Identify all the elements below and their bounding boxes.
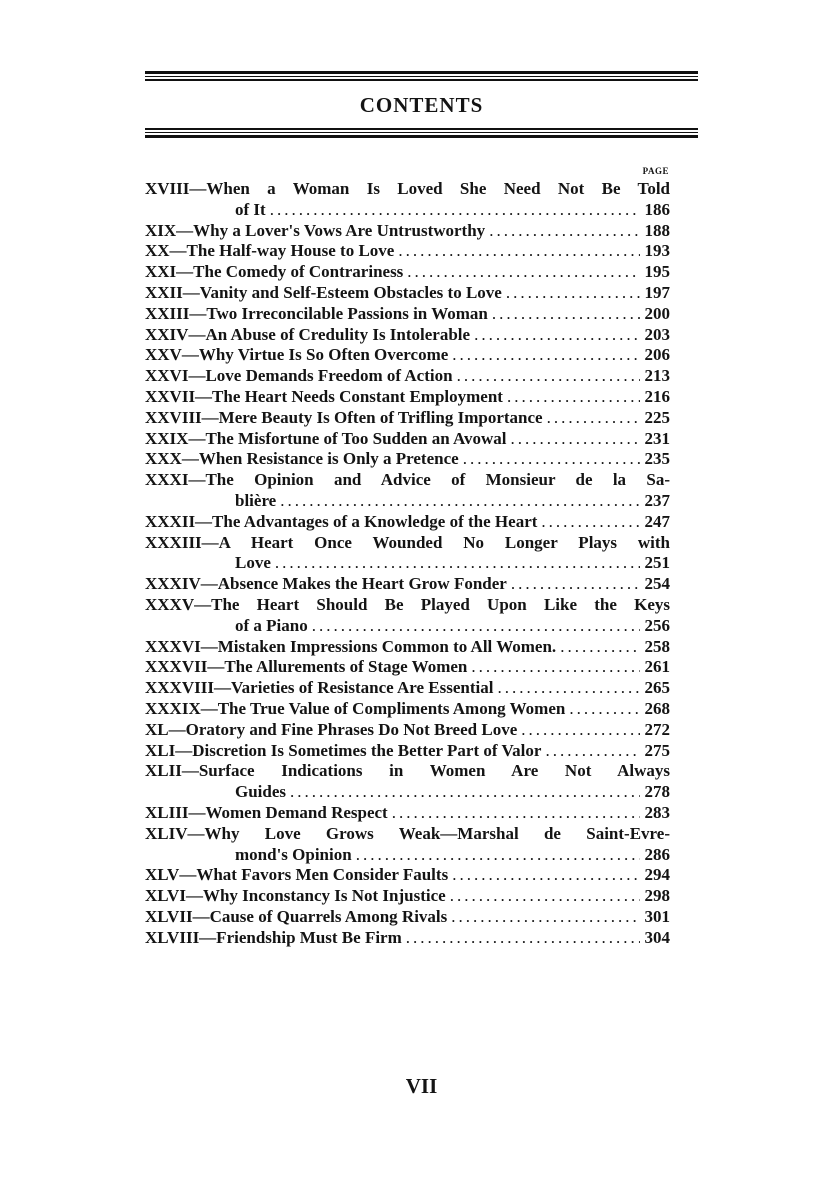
toc-entry-line: [145, 512, 670, 533]
dot-leader: [547, 408, 640, 429]
toc-entry-line: [145, 408, 670, 429]
toc-entry-line: [145, 845, 670, 866]
dot-leader: [452, 865, 640, 886]
top-rule-thick: [145, 71, 698, 74]
dot-leader: [280, 491, 640, 512]
table-of-contents: [145, 179, 670, 948]
toc-entry-title-first-line: XLII—Surface Indications in Women Are Not Always: [145, 761, 670, 781]
toc-entry-page: 254: [644, 574, 670, 594]
toc-entry-title: XLIII—Women Demand Respect: [145, 802, 388, 822]
toc-entry-line: [145, 574, 670, 595]
toc-entry-line: [145, 720, 670, 741]
toc-entry-page: 304: [644, 927, 670, 947]
toc-entry-line: [145, 429, 670, 450]
toc-entry-title: XX—The Half-way House to Love: [145, 241, 395, 261]
toc-entry-title: XXII—Vanity and Self-Esteem Obstacles to Love: [145, 282, 502, 302]
toc-entry: [145, 678, 670, 699]
toc-entry-title: of a Piano: [235, 615, 308, 635]
toc-entry: [145, 241, 670, 262]
toc-entry-page: 258: [644, 636, 670, 656]
dot-leader: [290, 782, 640, 803]
dot-leader: [511, 574, 640, 595]
toc-entry-line: [145, 200, 670, 221]
toc-entry: [145, 366, 670, 387]
toc-entry-title: XXI—The Comedy of Contrariness: [145, 262, 404, 282]
toc-entry-title-first-line: XVIII—When a Woman Is Loved She Need Not Be Told: [145, 179, 670, 198]
toc-entry: [145, 865, 670, 886]
toc-entry-title: XXIX—The Misfortune of Too Sudden an Avowal: [145, 428, 507, 448]
top-rule-lower: [145, 79, 698, 81]
toc-entry-page: 225: [644, 407, 670, 427]
mid-rule-thin: [145, 132, 698, 133]
toc-entry: [145, 803, 670, 824]
toc-entry: [145, 345, 670, 366]
toc-entry-line: [145, 449, 670, 470]
toc-entry-page: 213: [644, 366, 670, 386]
toc-entry-page: 261: [644, 657, 670, 677]
toc-entry-page: 188: [644, 220, 670, 240]
toc-entry-title: XXIII—Two Irreconcilable Passions in Woman: [145, 303, 488, 323]
toc-entry-line: [145, 304, 670, 325]
dot-leader: [541, 512, 640, 533]
toc-entry-title: XXXVI—Mistaken Impressions Common to All Women.: [145, 636, 557, 656]
toc-entry-line: [145, 366, 670, 387]
toc-entry: [145, 824, 670, 866]
toc-entry-title: Love: [235, 553, 271, 573]
toc-entry-page: 251: [644, 553, 670, 573]
dot-leader: [545, 741, 640, 762]
toc-entry: [145, 699, 670, 720]
toc-entry-title: mond's Opinion: [235, 844, 352, 864]
mid-rule-thick: [145, 135, 698, 138]
dot-leader: [569, 699, 640, 720]
dot-leader: [521, 720, 640, 741]
toc-entry: [145, 595, 670, 637]
dot-leader: [407, 262, 640, 283]
toc-entry-title: XLVIII—Friendship Must Be Firm: [145, 927, 402, 947]
toc-entry: [145, 449, 670, 470]
toc-entry-title: Guides: [235, 782, 287, 802]
toc-entry: [145, 907, 670, 928]
toc-entry-line: [145, 262, 670, 283]
toc-entry-line: [145, 907, 670, 928]
toc-entry-page: 193: [644, 241, 670, 261]
dot-leader: [497, 678, 640, 699]
toc-entry-page: 247: [644, 511, 670, 531]
toc-entry-title: XL—Oratory and Fine Phrases Do Not Breed Love: [145, 719, 518, 739]
dot-leader: [471, 657, 640, 678]
dot-leader: [450, 886, 640, 907]
toc-entry: [145, 574, 670, 595]
dot-leader: [398, 241, 640, 262]
toc-entry-line: [145, 699, 670, 720]
toc-entry-page: 235: [644, 449, 670, 469]
dot-leader: [451, 907, 640, 928]
toc-entry: [145, 886, 670, 907]
toc-entry: [145, 761, 670, 803]
toc-entry-line: [145, 283, 670, 304]
toc-entry-title: XXXIV—Absence Makes the Heart Grow Fonder: [145, 574, 507, 594]
toc-entry-line: [145, 325, 670, 346]
dot-leader: [270, 200, 640, 221]
toc-entry-line: [145, 803, 670, 824]
toc-entry-line: [145, 491, 670, 512]
toc-entry: [145, 283, 670, 304]
dot-leader: [452, 345, 640, 366]
toc-entry-page: 197: [644, 282, 670, 302]
page-folio: VII: [405, 1074, 438, 1098]
dot-leader: [312, 616, 640, 637]
toc-entry-page: 216: [644, 386, 670, 406]
toc-entry-page: 195: [644, 262, 670, 282]
toc-entry-title: blière: [235, 490, 277, 510]
toc-entry-line: [145, 928, 670, 949]
toc-entry-title: of It: [235, 199, 266, 219]
toc-entry: [145, 928, 670, 949]
toc-entry: [145, 179, 670, 221]
toc-entry-page: 268: [644, 698, 670, 718]
toc-entry-page: 203: [644, 324, 670, 344]
toc-entry-title-first-line: XXXI—The Opinion and Advice of Monsieur de la Sa-: [145, 470, 670, 490]
dot-leader: [506, 283, 640, 304]
toc-entry-title: XLI—Discretion Is Sometimes the Better Part of Valor: [145, 740, 542, 760]
toc-entry-line: [145, 637, 670, 658]
toc-entry-title: XLV—What Favors Men Consider Faults: [145, 865, 449, 885]
dot-leader: [463, 449, 640, 470]
toc-entry-title-first-line: XLIV—Why Love Grows Weak—Marshal de Saint-Evre-: [145, 823, 670, 843]
toc-entry-title: XXXII—The Advantages of a Knowledge of the Heart: [145, 511, 538, 531]
toc-entry-title: XXVII—The Heart Needs Constant Employment: [145, 386, 503, 406]
toc-entry-line: [145, 241, 670, 262]
toc-entry-line: [145, 657, 670, 678]
toc-entry-title: XXXVII—The Allurements of Stage Women: [145, 657, 468, 677]
toc-entry-title: XXVIII—Mere Beauty Is Often of Trifling Importance: [145, 407, 543, 427]
toc-entry-line: [145, 741, 670, 762]
dot-leader: [275, 553, 640, 574]
toc-entry: [145, 720, 670, 741]
dot-leader: [392, 803, 640, 824]
toc-entry: [145, 408, 670, 429]
toc-entry-title: XIX—Why a Lover's Vows Are Untrustworthy: [145, 220, 486, 240]
toc-entry-line: [145, 221, 670, 242]
toc-entry-title: XXVI—Love Demands Freedom of Action: [145, 366, 453, 386]
toc-entry: [145, 429, 670, 450]
toc-entry: [145, 221, 670, 242]
toc-entry-page: 186: [644, 199, 670, 219]
toc-entry: [145, 741, 670, 762]
toc-entry: [145, 387, 670, 408]
toc-entry: [145, 325, 670, 346]
toc-entry: [145, 533, 670, 575]
page-title: CONTENTS: [359, 93, 484, 117]
dot-leader: [507, 387, 640, 408]
toc-entry: [145, 657, 670, 678]
toc-entry-page: 294: [644, 865, 670, 885]
toc-entry-title: XXIV—An Abuse of Credulity Is Intolerable: [145, 324, 471, 344]
toc-entry-page: 278: [644, 782, 670, 802]
toc-entry-line: [145, 678, 670, 699]
toc-entry-page: 301: [644, 906, 670, 926]
toc-entry-title: XXX—When Resistance is Only a Pretence: [145, 449, 459, 469]
page-column-label: PAGE: [642, 166, 669, 176]
toc-entry: [145, 262, 670, 283]
toc-entry-line: [145, 782, 670, 803]
toc-entry-line: [145, 616, 670, 637]
toc-entry-page: 275: [644, 740, 670, 760]
toc-entry-page: 256: [644, 615, 670, 635]
toc-entry-title-first-line: XXXV—The Heart Should Be Played Upon Like the Keys: [145, 594, 670, 614]
toc-entry-line: [145, 553, 670, 574]
toc-entry-line: [145, 886, 670, 907]
toc-entry-page: 231: [644, 428, 670, 448]
dot-leader: [489, 221, 640, 242]
toc-entry-page: 237: [644, 490, 670, 510]
dot-leader: [356, 845, 640, 866]
toc-entry-page: 206: [644, 345, 670, 365]
toc-entry-page: 298: [644, 886, 670, 906]
toc-entry-title: XXV—Why Virtue Is So Often Overcome: [145, 345, 449, 365]
toc-entry-title: XLVII—Cause of Quarrels Among Rivals: [145, 906, 448, 926]
toc-entry-page: 200: [644, 303, 670, 323]
toc-entry-title: XXXVIII—Varieties of Resistance Are Essential: [145, 678, 494, 698]
toc-entry-page: 283: [644, 802, 670, 822]
toc-entry: [145, 304, 670, 325]
mid-rule-upper: [145, 128, 698, 130]
toc-entry-line: [145, 345, 670, 366]
toc-entry-title: XLVI—Why Inconstancy Is Not Injustice: [145, 886, 446, 906]
toc-entry-title: XXXIX—The True Value of Compliments Among Women: [145, 698, 566, 718]
dot-leader: [406, 928, 640, 949]
toc-entry-page: 272: [644, 719, 670, 739]
top-rule-thin: [145, 76, 698, 77]
dot-leader: [474, 325, 640, 346]
toc-entry: [145, 637, 670, 658]
toc-entry-title-first-line: XXXIII—A Heart Once Wounded No Longer Plays with: [145, 532, 670, 552]
toc-entry: [145, 512, 670, 533]
toc-entry-page: 286: [644, 844, 670, 864]
dot-leader: [510, 429, 640, 450]
toc-entry-line: [145, 865, 670, 886]
dot-leader: [457, 366, 640, 387]
dot-leader: [560, 637, 640, 658]
dot-leader: [492, 304, 640, 325]
toc-entry-line: [145, 387, 670, 408]
toc-entry-page: 265: [644, 678, 670, 698]
toc-entry: [145, 470, 670, 512]
